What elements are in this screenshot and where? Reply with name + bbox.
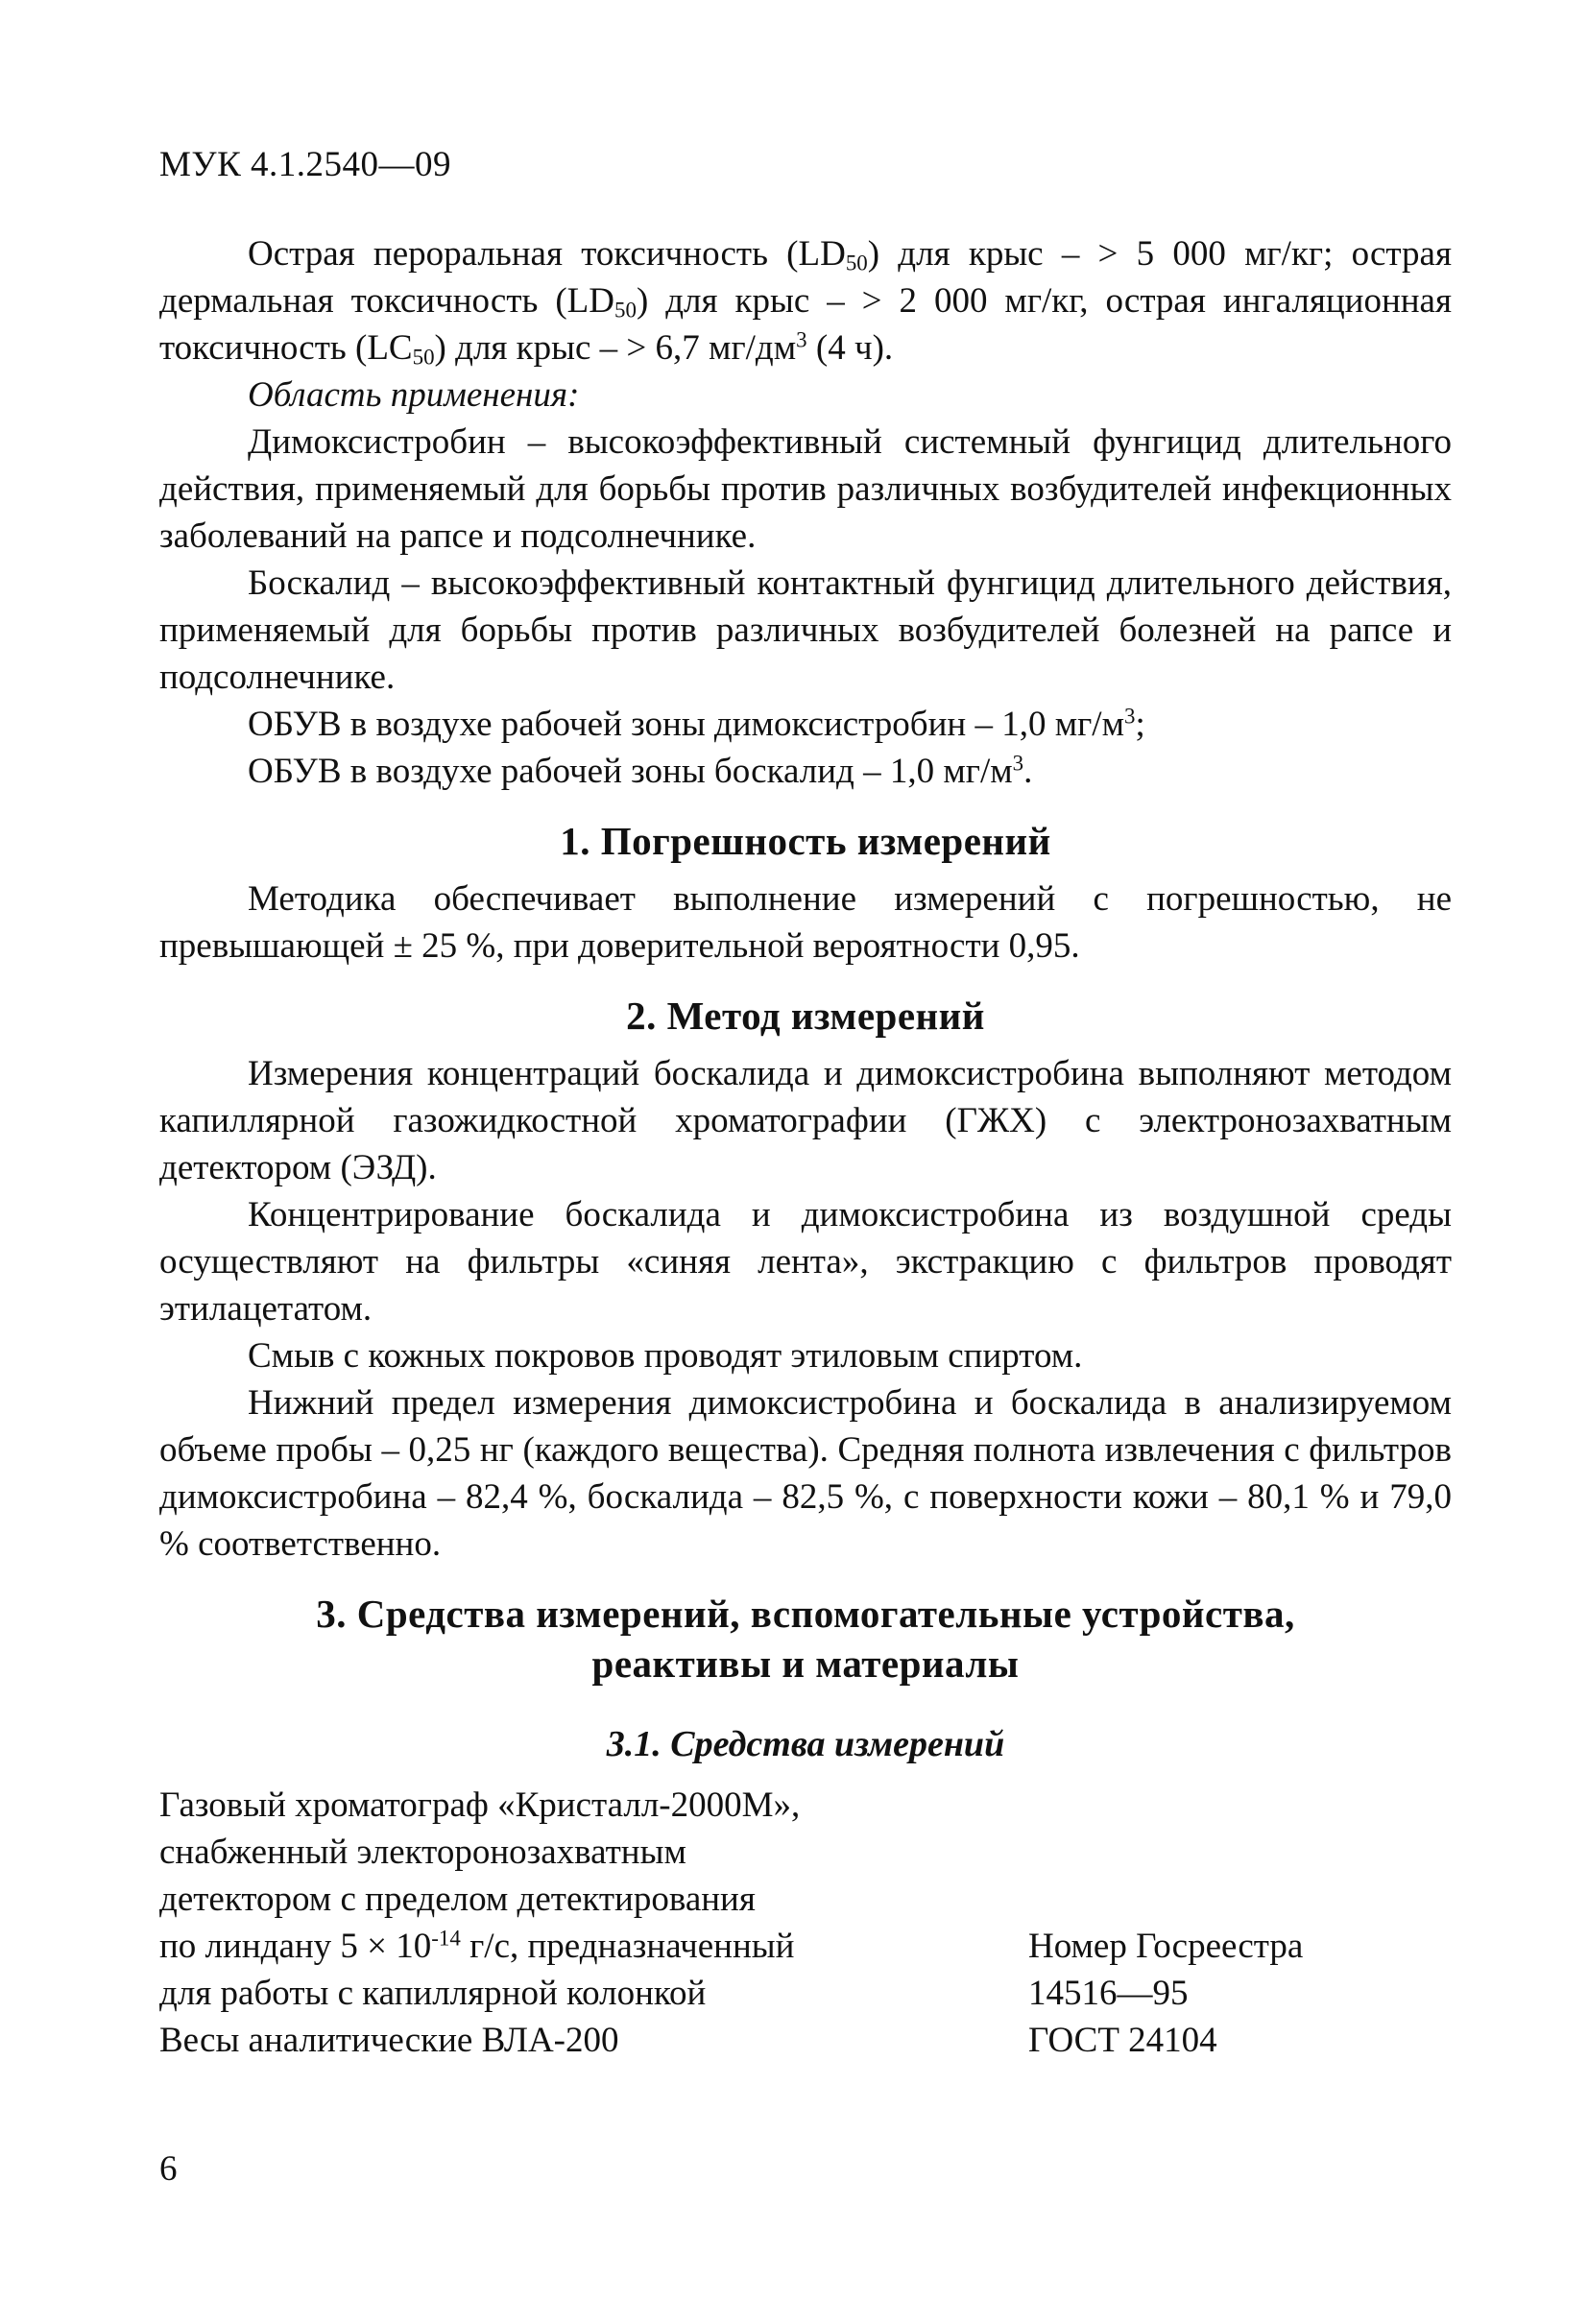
section-2-heading: 2. Метод измерений	[626, 994, 985, 1038]
equipment-list	[159, 1782, 1452, 2064]
boscalid-paragraph: Боскалид – высокоэффективный контактный фунгицид длительного действия, применяемый для борьбы против различных возбудителей болезней на рапсе и подсолнечнике.	[159, 563, 1452, 697]
obuv-boscalid: ОБУВ в воздухе рабочей зоны боскалид – 1,0 $мг/м^3$.	[248, 751, 1033, 791]
registry-label: Номер Госреестра	[1028, 1927, 1304, 1966]
equipment-line: по линдану $5 \times 10^{-14}$ г/с, предназначенный	[159, 1926, 795, 1966]
page-content	[159, 230, 1452, 2064]
section-2-paragraph-2: Концентрирование боскалида и димоксистробина из воздушной среды осуществляют на фильтры «синяя лента», экстракцию с фильтров проводят этилацетатом.	[159, 1195, 1452, 1329]
equipment-line: Газовый хроматограф «Кристалл-2000М»,	[159, 1785, 801, 1825]
page-number: 6	[159, 2149, 178, 2189]
section-3-heading: 3. Средства измерений, вспомогательные устройства, реактивы и материалы	[316, 1592, 1295, 1686]
document-code: МУК 4.1.2540—09	[159, 145, 452, 184]
toxicity-paragraph: Острая пероральная токсичность $(LD_{50})$ для крыс – > 5 000 мг/кг; острая дермальная токсичность $(LD_{50})$ для крыс – > 2 000 мг/кг, острая ингаляционная токсичность $(LC_{50})$ для крыс – > 6,7 $мг/дм^3$ (4 ч).	[159, 234, 1452, 370]
section-2-paragraph-3: Смыв с кожных покровов проводят этиловым спиртом.	[248, 1336, 1083, 1376]
equipment-line: для работы с капиллярной колонкой	[159, 1974, 707, 2013]
gost-number: ГОСТ 24104	[1028, 2021, 1217, 2060]
application-area-label: Область применения:	[248, 375, 580, 415]
section-1-text: Методика обеспечивает выполнение измерений с погрешностью, не превышающей ± 25 %, при доверительной вероятности 0,95.	[159, 879, 1452, 966]
equipment-line: снабженный электоронозахватным	[159, 1833, 686, 1872]
dimoxystrobin-paragraph: Димоксистробин – высокоэффективный системный фунгицид длительного действия, применяемый для борьбы против различных возбудителей инфекционных заболеваний на рапсе и подсолнечнике.	[159, 422, 1452, 556]
equipment-line: Весы аналитические ВЛА-200	[159, 2021, 619, 2060]
equipment-references	[1028, 1782, 1303, 2064]
equipment-descriptions	[159, 1782, 1028, 2064]
registry-number: 14516—95	[1028, 1974, 1189, 2013]
section-1-heading: 1. Погрешность измерений	[560, 819, 1051, 863]
section-2-paragraph-4: Нижний предел измерения димоксистробина и боскалида в анализируемом объеме пробы – 0,25 нг (каждого вещества). Средняя полнота извлечения с фильтров димоксистробина – 82,4 %, боскалида – 82,5 %, с поверхности кожи – 80,1 % и 79,0 % соответственно.	[159, 1383, 1452, 1564]
obuv-dimoxystrobin: ОБУВ в воздухе рабочей зоны димоксистробин – 1,0 $мг/м^3$;	[248, 704, 1145, 744]
subsection-3-1-heading: 3.1. Средства измерений	[606, 1724, 1005, 1764]
section-2-paragraph-1: Измерения концентраций боскалида и димоксистробина выполняют методом капиллярной газожидкостной хроматографии (ГЖХ) с электронозахватным детектором (ЭЗД).	[159, 1054, 1452, 1187]
equipment-line: детектором с пределом детектирования	[159, 1880, 756, 1919]
